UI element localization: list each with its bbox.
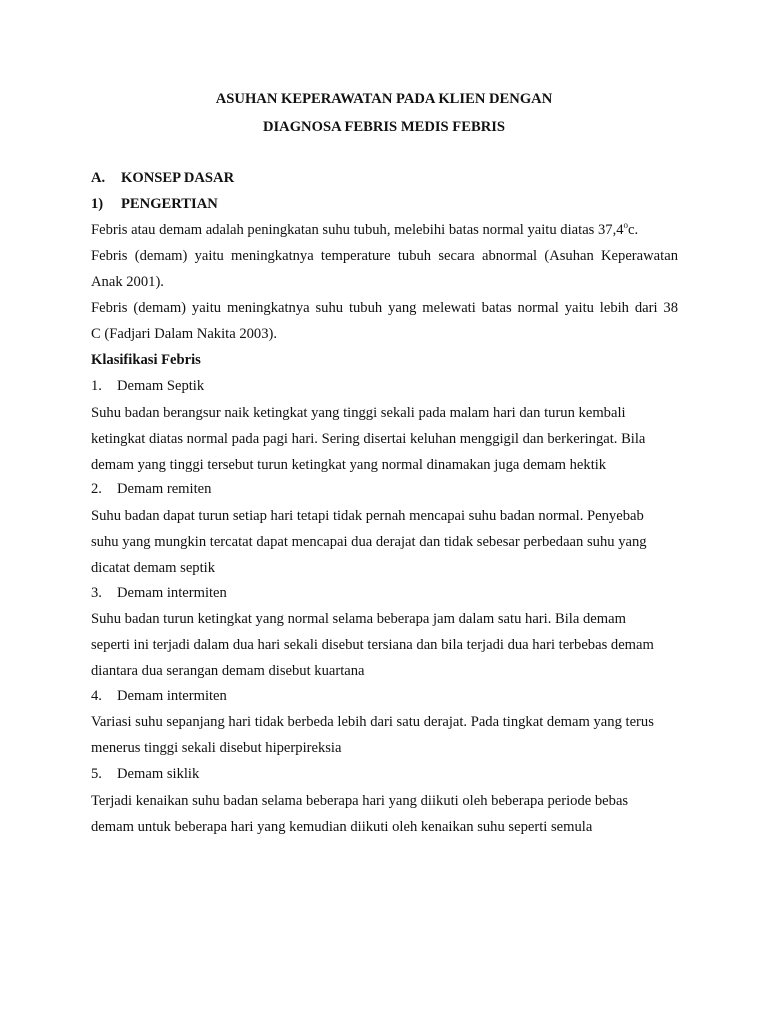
subsection-heading-1 [91,195,678,213]
classification-item-2-line: suhu yang mungkin tercatat dapat mencapai dua derajat dan tidak sebesar perbedaan suhu yang [91,534,647,550]
definition-paragraph-2-line-2: Anak 2001). [91,274,164,290]
section-label: KONSEP DASAR [121,170,235,186]
definition-paragraph-2-line-1: Febris (demam) yaitu meningkatnya temperature tubuh secara abnormal (Asuhan Keperawatan [91,248,678,264]
subsection-marker: 1) [91,196,104,212]
classification-item-5-line: Terjadi kenaikan suhu badan selama beberapa hari yang diikuti oleh beberapa periode bebas [91,793,629,809]
definition-1-end: c. [628,222,639,238]
definition-paragraph-3-line-1: Febris (demam) yaitu meningkatnya suhu tubuh yang melewati batas normal yaitu lebih dari 38 [91,300,678,316]
classification-heading: Klasifikasi Febris [91,352,201,368]
degree-superscript: o [623,220,629,230]
item-name: Demam Septik [117,378,205,394]
section-marker: A. [91,170,106,186]
item-number: 1. [91,378,102,394]
section-heading-a [91,169,678,187]
classification-item-1-heading [91,377,678,395]
classification-item-3-line: diantara dua serangan demam disebut kuartana [91,663,365,679]
classification-item-4-heading [91,687,678,705]
item-number: 2. [91,481,102,497]
classification-item-5-line: demam untuk beberapa hari yang kemudian diikuti oleh kenaikan suhu seperti semula [91,819,593,835]
classification-item-5-heading [91,765,678,783]
classification-item-2-line: Suhu badan dapat turun setiap hari tetapi tidak pernah mencapai suhu badan normal. Penyebab [91,508,644,524]
classification-item-1-line: ketingkat diatas normal pada pagi hari. Sering disertai keluhan menggigil dan berkeringat. Bila [91,431,646,447]
classification-item-1-line: Suhu badan berangsur naik ketingkat yang tinggi sekali pada malam hari dan turun kembali [91,405,626,421]
classification-item-4-line: menerus tinggi sekali disebut hiperpireksia [91,740,342,756]
classification-item-3-line: Suhu badan turun ketingkat yang normal selama beberapa jam dalam satu hari. Bila demam [91,611,626,627]
item-number: 5. [91,766,102,782]
item-number: 3. [91,585,102,601]
item-name: Demam intermiten [117,585,227,601]
definition-paragraph-3-line-2: C (Fadjari Dalam Nakita 2003). [91,326,278,342]
document-title-line-2: DIAGNOSA FEBRIS MEDIS FEBRIS [262,119,506,135]
item-name: Demam siklik [117,766,200,782]
classification-item-3-heading [91,584,678,602]
definition-paragraph-1 [91,221,678,239]
item-name: Demam intermiten [117,688,227,704]
document-title-line-1: ASUHAN KEPERAWATAN PADA KLIEN DENGAN [215,91,553,107]
item-number: 4. [91,688,102,704]
definition-1-text: Febris atau demam adalah peningkatan suhu tubuh, melebihi batas normal yaitu diatas 37,4 [91,222,624,238]
classification-item-3-line: seperti ini terjadi dalam dua hari sekali disebut tersiana dan bila terjadi dua hari terbebas demam [91,637,654,653]
item-name: Demam remiten [117,481,212,497]
classification-item-2-line: dicatat demam septik [91,560,216,576]
classification-item-2-heading [91,480,678,498]
subsection-label: PENGERTIAN [121,196,218,212]
classification-item-1-line: demam yang tinggi tersebut turun ketingkat yang normal dinamakan juga demam hektik [91,457,607,473]
classification-item-4-line: Variasi suhu sepanjang hari tidak berbeda lebih dari satu derajat. Pada tingkat demam yang terus [91,714,654,730]
